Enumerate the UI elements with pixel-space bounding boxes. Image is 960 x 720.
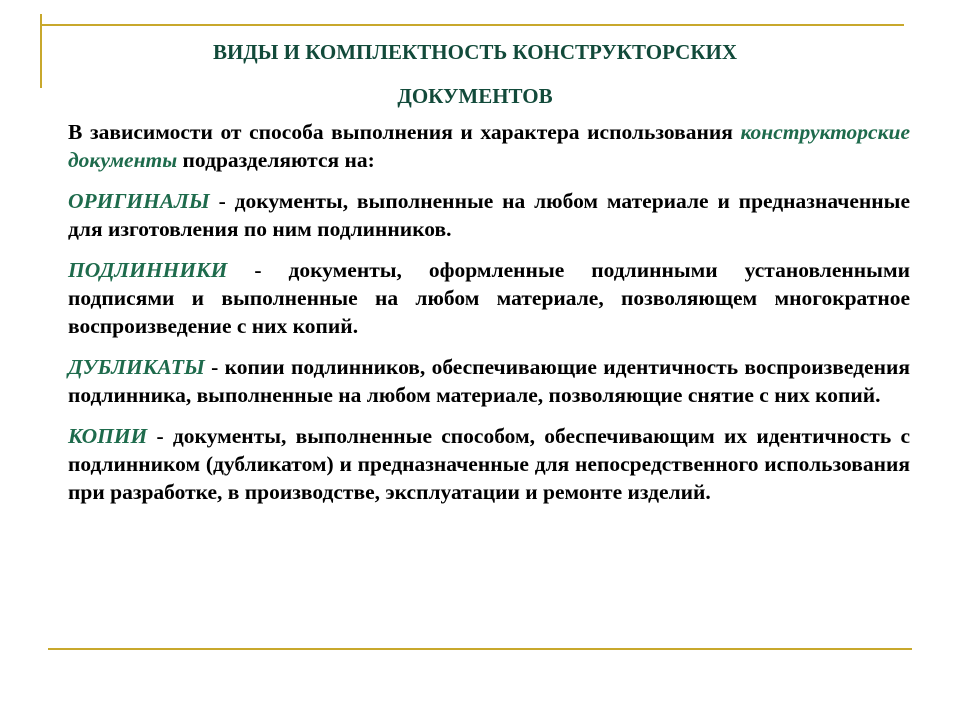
definition-term: КОПИИ [68, 424, 148, 448]
page-title-line-2: ДОКУМЕНТОВ [397, 84, 553, 108]
top-decorative-line [40, 24, 904, 26]
intro-text-before: В зависимости от способа выполнения и характера использования [68, 120, 741, 144]
page-title-line-1: ВИДЫ И КОМПЛЕКТНОСТЬ КОНСТРУКТОРСКИХ [212, 40, 738, 64]
intro-text-after: подразделяются на: [177, 148, 375, 172]
intro-paragraph [68, 118, 910, 174]
definition-duplicates [68, 353, 910, 409]
document-body [68, 118, 910, 519]
definition-text: - документы, выполненные способом, обеспечивающим их идентичность с подлинником (дубликатом) и предназначенные для непосредственного использования при разработке, в производстве, эксплуатации и ремонте изделий. [68, 424, 910, 504]
definition-text: - документы, оформленные подлинными установленными подписями и выполненные на любом материале, позволяющем многократное воспроизведение с них копий. [68, 258, 910, 338]
definition-term: ДУБЛИКАТЫ [68, 355, 205, 379]
definition-copies [68, 422, 910, 506]
definition-masters [68, 256, 910, 340]
definition-text: - копии подлинников, обеспечивающие идентичность воспроизведения подлинника, выполненные на любом материале, позволяющие снятие с них копий. [68, 355, 910, 407]
definition-originals [68, 187, 910, 243]
definition-term: ПОДЛИННИКИ [68, 258, 228, 282]
intro-term: конструкторские документы [68, 120, 910, 172]
left-decorative-line [40, 14, 42, 88]
page-title [60, 30, 890, 118]
definition-text: - документы, выполненные на любом материале и предназначенные для изготовления по ним подлинников. [68, 189, 910, 241]
bottom-decorative-line [48, 648, 912, 650]
definition-term: ОРИГИНАЛЫ [68, 189, 210, 213]
